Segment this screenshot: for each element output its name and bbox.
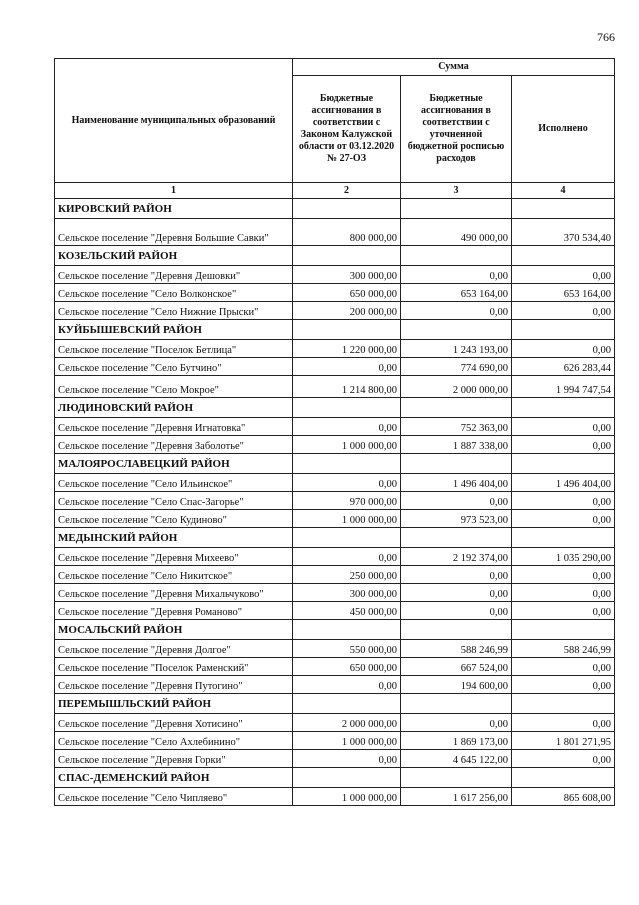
- header-sum: Сумма: [293, 59, 615, 76]
- executed-value: 0,00: [512, 658, 615, 676]
- empty-cell: [512, 620, 615, 640]
- empty-cell: [401, 398, 512, 418]
- settlement-name: Сельское поселение "Село Спас-Загорье": [55, 492, 293, 510]
- revised-allocation-value: 1 887 338,00: [401, 436, 512, 454]
- empty-cell: [293, 620, 401, 640]
- header-number-3: 3: [401, 183, 512, 199]
- revised-allocation-value: 0,00: [401, 714, 512, 732]
- district-name: СПАС-ДЕМЕНСКИЙ РАЙОН: [55, 768, 293, 788]
- table-row: [55, 474, 615, 492]
- district-row: [55, 320, 615, 340]
- district-name: ЛЮДИНОВСКИЙ РАЙОН: [55, 398, 293, 418]
- revised-allocation-value: 0,00: [401, 266, 512, 284]
- district-name: ПЕРЕМЫШЛЬСКИЙ РАЙОН: [55, 694, 293, 714]
- executed-value: 0,00: [512, 436, 615, 454]
- settlement-name: Сельское поселение "Село Мокрое": [55, 376, 293, 398]
- district-row: [55, 454, 615, 474]
- revised-allocation-value: 0,00: [401, 566, 512, 584]
- empty-cell: [512, 528, 615, 548]
- settlement-name: Сельское поселение "Деревня Михеево": [55, 548, 293, 566]
- empty-cell: [512, 454, 615, 474]
- settlement-name: Сельское поселение "Деревня Игнатовка": [55, 418, 293, 436]
- district-row: [55, 694, 615, 714]
- table-row: [55, 358, 615, 376]
- table-header: [55, 59, 615, 199]
- revised-allocation-value: 1 617 256,00: [401, 788, 512, 806]
- executed-value: 1 994 747,54: [512, 376, 615, 398]
- header-revised-allocations: Бюджетные ассигнования в соответствии с уточненной бюджетной росписью расходов: [401, 76, 512, 183]
- settlement-name: Сельское поселение "Деревня Михальчуково": [55, 584, 293, 602]
- header-name-column: Наименование муниципальных образований: [55, 59, 293, 183]
- law-allocation-value: 650 000,00: [293, 284, 401, 302]
- table-row: [55, 219, 615, 246]
- executed-value: 0,00: [512, 566, 615, 584]
- executed-value: 0,00: [512, 340, 615, 358]
- table-row: [55, 376, 615, 398]
- executed-value: 0,00: [512, 418, 615, 436]
- law-allocation-value: 970 000,00: [293, 492, 401, 510]
- law-allocation-value: 800 000,00: [293, 219, 401, 246]
- empty-cell: [512, 199, 615, 219]
- empty-cell: [401, 768, 512, 788]
- settlement-name: Сельское поселение "Деревня Долгое": [55, 640, 293, 658]
- executed-value: 588 246,99: [512, 640, 615, 658]
- executed-value: 1 801 271,95: [512, 732, 615, 750]
- settlement-name: Сельское поселение "Поселок Бетлица": [55, 340, 293, 358]
- executed-value: 0,00: [512, 584, 615, 602]
- executed-value: 653 164,00: [512, 284, 615, 302]
- settlement-name: Сельское поселение "Деревня Заболотье": [55, 436, 293, 454]
- law-allocation-value: 250 000,00: [293, 566, 401, 584]
- empty-cell: [293, 320, 401, 340]
- empty-cell: [512, 398, 615, 418]
- empty-cell: [401, 454, 512, 474]
- table-row: [55, 302, 615, 320]
- district-row: [55, 768, 615, 788]
- executed-value: 0,00: [512, 750, 615, 768]
- law-allocation-value: 0,00: [293, 548, 401, 566]
- law-allocation-value: 2 000 000,00: [293, 714, 401, 732]
- executed-value: 0,00: [512, 602, 615, 620]
- table-row: [55, 436, 615, 454]
- header-number-1: 1: [55, 183, 293, 199]
- table-row: [55, 340, 615, 358]
- law-allocation-value: 1 220 000,00: [293, 340, 401, 358]
- table-row: [55, 714, 615, 732]
- law-allocation-value: 650 000,00: [293, 658, 401, 676]
- empty-cell: [401, 620, 512, 640]
- table-row: [55, 418, 615, 436]
- executed-value: 0,00: [512, 676, 615, 694]
- settlement-name: Сельское поселение "Деревня Горки": [55, 750, 293, 768]
- district-name: МОСАЛЬСКИЙ РАЙОН: [55, 620, 293, 640]
- table-row: [55, 788, 615, 806]
- executed-value: 1 035 290,00: [512, 548, 615, 566]
- revised-allocation-value: 588 246,99: [401, 640, 512, 658]
- table-row: [55, 732, 615, 750]
- empty-cell: [293, 694, 401, 714]
- table-row: [55, 266, 615, 284]
- settlement-name: Сельское поселение "Деревня Хотисино": [55, 714, 293, 732]
- law-allocation-value: 1 000 000,00: [293, 436, 401, 454]
- empty-cell: [512, 320, 615, 340]
- executed-value: 0,00: [512, 492, 615, 510]
- law-allocation-value: 0,00: [293, 474, 401, 492]
- district-row: [55, 528, 615, 548]
- table-row: [55, 750, 615, 768]
- executed-value: 1 496 404,00: [512, 474, 615, 492]
- law-allocation-value: 1 000 000,00: [293, 510, 401, 528]
- revised-allocation-value: 2 192 374,00: [401, 548, 512, 566]
- revised-allocation-value: 194 600,00: [401, 676, 512, 694]
- district-row: [55, 246, 615, 266]
- revised-allocation-value: 774 690,00: [401, 358, 512, 376]
- district-row: [55, 620, 615, 640]
- settlement-name: Сельское поселение "Деревня Дешовки": [55, 266, 293, 284]
- table-row: [55, 640, 615, 658]
- district-name: МЕДЫНСКИЙ РАЙОН: [55, 528, 293, 548]
- law-allocation-value: 300 000,00: [293, 584, 401, 602]
- empty-cell: [293, 246, 401, 266]
- table-row: [55, 602, 615, 620]
- revised-allocation-value: 667 524,00: [401, 658, 512, 676]
- table-row: [55, 584, 615, 602]
- law-allocation-value: 0,00: [293, 676, 401, 694]
- district-name: КИРОВСКИЙ РАЙОН: [55, 199, 293, 219]
- law-allocation-value: 0,00: [293, 418, 401, 436]
- law-allocation-value: 550 000,00: [293, 640, 401, 658]
- district-name: МАЛОЯРОСЛАВЕЦКИЙ РАЙОН: [55, 454, 293, 474]
- law-allocation-value: 300 000,00: [293, 266, 401, 284]
- law-allocation-value: 1 000 000,00: [293, 788, 401, 806]
- settlement-name: Сельское поселение "Село Кудиново": [55, 510, 293, 528]
- law-allocation-value: 200 000,00: [293, 302, 401, 320]
- revised-allocation-value: 973 523,00: [401, 510, 512, 528]
- district-row: [55, 398, 615, 418]
- empty-cell: [512, 694, 615, 714]
- revised-allocation-value: 2 000 000,00: [401, 376, 512, 398]
- settlement-name: Сельское поселение "Деревня Путогино": [55, 676, 293, 694]
- table-row: [55, 284, 615, 302]
- settlement-name: Сельское поселение "Деревня Романово": [55, 602, 293, 620]
- header-number-4: 4: [512, 183, 615, 199]
- law-allocation-value: 450 000,00: [293, 602, 401, 620]
- settlement-name: Сельское поселение "Деревня Большие Савки": [55, 219, 293, 246]
- empty-cell: [401, 246, 512, 266]
- empty-cell: [401, 199, 512, 219]
- settlement-name: Сельское поселение "Село Волконское": [55, 284, 293, 302]
- header-executed: Исполнено: [512, 76, 615, 183]
- settlement-name: Сельское поселение "Село Нижние Прыски": [55, 302, 293, 320]
- settlement-name: Сельское поселение "Село Бутчино": [55, 358, 293, 376]
- executed-value: 0,00: [512, 510, 615, 528]
- executed-value: 626 283,44: [512, 358, 615, 376]
- settlement-name: Сельское поселение "Село Ильинское": [55, 474, 293, 492]
- revised-allocation-value: 490 000,00: [401, 219, 512, 246]
- settlement-name: Сельское поселение "Поселок Раменский": [55, 658, 293, 676]
- law-allocation-value: 1 214 800,00: [293, 376, 401, 398]
- settlement-name: Сельское поселение "Село Ахлебинино": [55, 732, 293, 750]
- revised-allocation-value: 752 363,00: [401, 418, 512, 436]
- empty-cell: [401, 694, 512, 714]
- header-number-2: 2: [293, 183, 401, 199]
- header-law-allocations: Бюджетные ассигнования в соответствии с Законом Калужской области от 03.12.2020 № 27-ОЗ: [293, 76, 401, 183]
- revised-allocation-value: 0,00: [401, 302, 512, 320]
- revised-allocation-value: 1 869 173,00: [401, 732, 512, 750]
- executed-value: 865 608,00: [512, 788, 615, 806]
- executed-value: 370 534,40: [512, 219, 615, 246]
- empty-cell: [512, 768, 615, 788]
- table-row: [55, 492, 615, 510]
- district-row: [55, 199, 615, 219]
- table-row: [55, 510, 615, 528]
- district-name: КУЙБЫШЕВСКИЙ РАЙОН: [55, 320, 293, 340]
- executed-value: 0,00: [512, 714, 615, 732]
- revised-allocation-value: 0,00: [401, 602, 512, 620]
- revised-allocation-value: 653 164,00: [401, 284, 512, 302]
- budget-table: [54, 58, 615, 806]
- page-number: 766: [597, 30, 615, 44]
- empty-cell: [401, 320, 512, 340]
- empty-cell: [293, 528, 401, 548]
- empty-cell: [293, 398, 401, 418]
- revised-allocation-value: 1 496 404,00: [401, 474, 512, 492]
- table-body: [55, 199, 615, 806]
- empty-cell: [293, 199, 401, 219]
- district-name: КОЗЕЛЬСКИЙ РАЙОН: [55, 246, 293, 266]
- law-allocation-value: 1 000 000,00: [293, 732, 401, 750]
- settlement-name: Сельское поселение "Село Никитское": [55, 566, 293, 584]
- empty-cell: [293, 768, 401, 788]
- revised-allocation-value: 4 645 122,00: [401, 750, 512, 768]
- law-allocation-value: 0,00: [293, 750, 401, 768]
- empty-cell: [293, 454, 401, 474]
- executed-value: 0,00: [512, 302, 615, 320]
- table-row: [55, 676, 615, 694]
- table-row: [55, 658, 615, 676]
- revised-allocation-value: 0,00: [401, 584, 512, 602]
- table-row: [55, 566, 615, 584]
- law-allocation-value: 0,00: [293, 358, 401, 376]
- revised-allocation-value: 0,00: [401, 492, 512, 510]
- empty-cell: [401, 528, 512, 548]
- settlement-name: Сельское поселение "Село Чипляево": [55, 788, 293, 806]
- revised-allocation-value: 1 243 193,00: [401, 340, 512, 358]
- empty-cell: [512, 246, 615, 266]
- table-row: [55, 548, 615, 566]
- executed-value: 0,00: [512, 266, 615, 284]
